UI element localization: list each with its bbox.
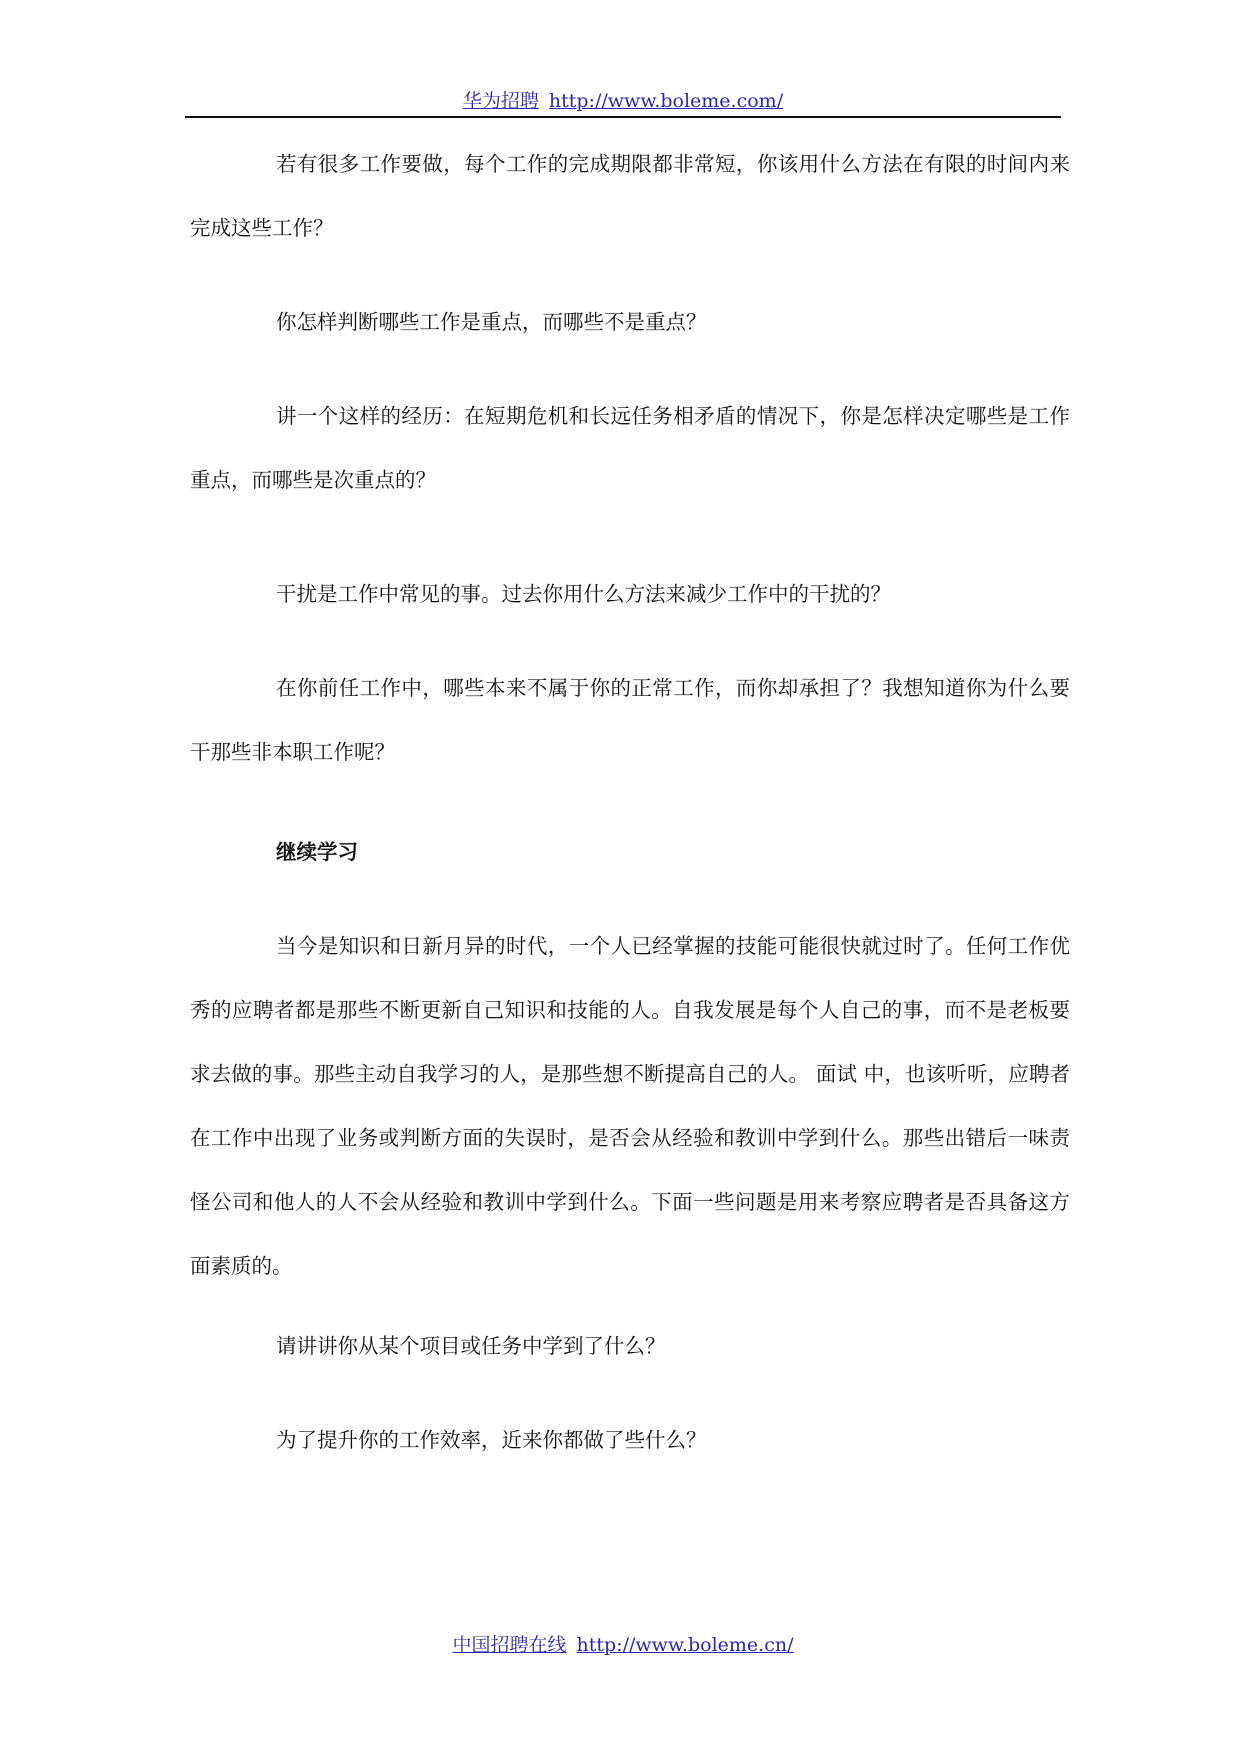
page-header <box>185 88 1061 114</box>
header-url-link[interactable]: http://www.boleme.com/ <box>548 90 784 112</box>
footer-url-link[interactable]: http://www.boleme.cn/ <box>576 1634 794 1656</box>
paragraph-2: 你怎样判断哪些工作是重点，而哪些不是重点？ <box>276 310 707 334</box>
section-paragraph-2: 请讲讲你从某个项目或任务中学到了什么？ <box>276 1334 666 1358</box>
paragraph-1: 若有很多工作要做，每个工作的完成期限都非常短，你该用什么方法在有限的时间内来完成这些工作？ <box>190 152 1070 240</box>
section-heading: 继续学习 <box>276 840 358 864</box>
paragraph-3: 讲一个这样的经历：在短期危机和长远任务相矛盾的情况下，你是怎样决定哪些是工作重点，而哪些是次重点的？ <box>190 404 1070 492</box>
page-footer <box>185 1632 1061 1658</box>
section-paragraph-3: 为了提升你的工作效率，近来你都做了些什么？ <box>276 1428 707 1452</box>
paragraph-4: 干扰是工作中常见的事。过去你用什么方法来减少工作中的干扰的？ <box>276 582 891 606</box>
footer-site-link[interactable]: 中国招聘在线 <box>452 1634 567 1656</box>
section-paragraph-1: 当今是知识和日新月异的时代，一个人已经掌握的技能可能很快就过时了。任何工作优秀的应聘者都是那些不断更新自己知识和技能的人。自我发展是每个人自己的事，而不是老板要求去做的事。那些主动自我学习的人，是那些想不断提高自己的人。 面试 中，也该听听，应聘者在工作中出现了业务或判断方面的失误时，是否会从经验和教训中学到什么。那些出错后一味责怪公司和他人的人不会从经验和教训中学到什么。下面一些问题是用来考察应聘者是否具备这方面素质的。 <box>190 934 1070 1278</box>
paragraph-5: 在你前任工作中，哪些本来不属于你的正常工作，而你却承担了？我想知道你为什么要干那些非本职工作呢？ <box>190 676 1070 764</box>
header-site-link[interactable]: 华为招聘 <box>462 90 539 112</box>
header-divider <box>185 116 1061 118</box>
